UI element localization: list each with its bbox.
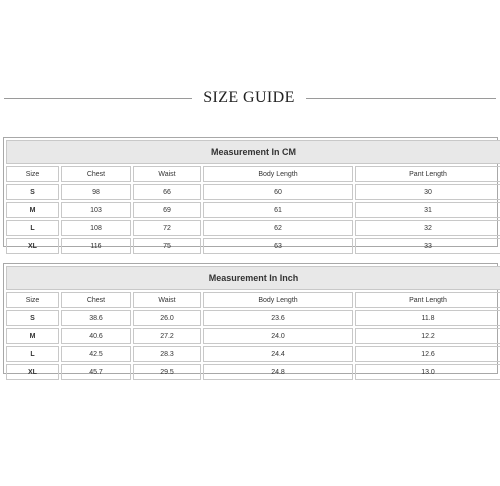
cell-chest: 42.5 (61, 346, 131, 362)
cell-pant-length: 30 (355, 184, 500, 200)
cell-waist: 75 (133, 238, 201, 254)
cell-waist: 26.0 (133, 310, 201, 326)
cell-pant-length: 31 (355, 202, 500, 218)
header-cell-body-length: Body Length (203, 166, 353, 182)
header-cell-chest: Chest (61, 292, 131, 308)
header-cell-pant-length: Pant Length (355, 292, 500, 308)
cell-body-length: 23.6 (203, 310, 353, 326)
cell-chest: 40.6 (61, 328, 131, 344)
cell-body-length: 24.8 (203, 364, 353, 380)
cell-body-length: 24.0 (203, 328, 353, 344)
header-cell-waist: Waist (133, 166, 201, 182)
cell-size: S (6, 184, 59, 200)
table-row (6, 346, 500, 362)
header-cell-chest: Chest (61, 166, 131, 182)
cell-size: XL (6, 364, 59, 380)
title-row (0, 86, 500, 110)
cell-pant-length: 13.0 (355, 364, 500, 380)
cell-pant-length: 12.6 (355, 346, 500, 362)
header-cell-size: Size (6, 292, 59, 308)
cell-body-length: 63 (203, 238, 353, 254)
table-row (6, 202, 500, 218)
table-row (6, 364, 500, 380)
cell-chest: 116 (61, 238, 131, 254)
cell-size: L (6, 346, 59, 362)
table-row (6, 184, 500, 200)
cell-chest: 98 (61, 184, 131, 200)
cell-chest: 103 (61, 202, 131, 218)
title-divider-left (4, 98, 192, 99)
cell-waist: 69 (133, 202, 201, 218)
page-title: SIZE GUIDE (203, 89, 295, 106)
table-caption: Measurement In Inch (6, 266, 500, 290)
cell-waist: 66 (133, 184, 201, 200)
cell-pant-length: 33 (355, 238, 500, 254)
size-table (4, 264, 500, 382)
cell-waist: 72 (133, 220, 201, 236)
cell-size: M (6, 202, 59, 218)
cell-chest: 108 (61, 220, 131, 236)
size-table-cm (3, 137, 498, 250)
cell-size: XL (6, 238, 59, 254)
cell-pant-length: 11.8 (355, 310, 500, 326)
cell-waist: 28.3 (133, 346, 201, 362)
header-cell-pant-length: Pant Length (355, 166, 500, 182)
cell-waist: 29.5 (133, 364, 201, 380)
header-cell-body-length: Body Length (203, 292, 353, 308)
table-row (6, 220, 500, 236)
table-row (6, 238, 500, 254)
cell-body-length: 61 (203, 202, 353, 218)
cell-chest: 45.7 (61, 364, 131, 380)
cell-chest: 38.6 (61, 310, 131, 326)
cell-body-length: 24.4 (203, 346, 353, 362)
cell-size: S (6, 310, 59, 326)
cell-body-length: 60 (203, 184, 353, 200)
size-table (4, 138, 500, 256)
cell-pant-length: 12.2 (355, 328, 500, 344)
cell-pant-length: 32 (355, 220, 500, 236)
table-row (6, 310, 500, 326)
table-row (6, 328, 500, 344)
header-cell-waist: Waist (133, 292, 201, 308)
cell-waist: 27.2 (133, 328, 201, 344)
size-table-inch (3, 263, 498, 374)
header-cell-size: Size (6, 166, 59, 182)
cell-size: M (6, 328, 59, 344)
table-caption: Measurement In CM (6, 140, 500, 164)
cell-size: L (6, 220, 59, 236)
title-divider-right (306, 98, 496, 99)
cell-body-length: 62 (203, 220, 353, 236)
table-header-row (6, 166, 500, 182)
table-header-row (6, 292, 500, 308)
